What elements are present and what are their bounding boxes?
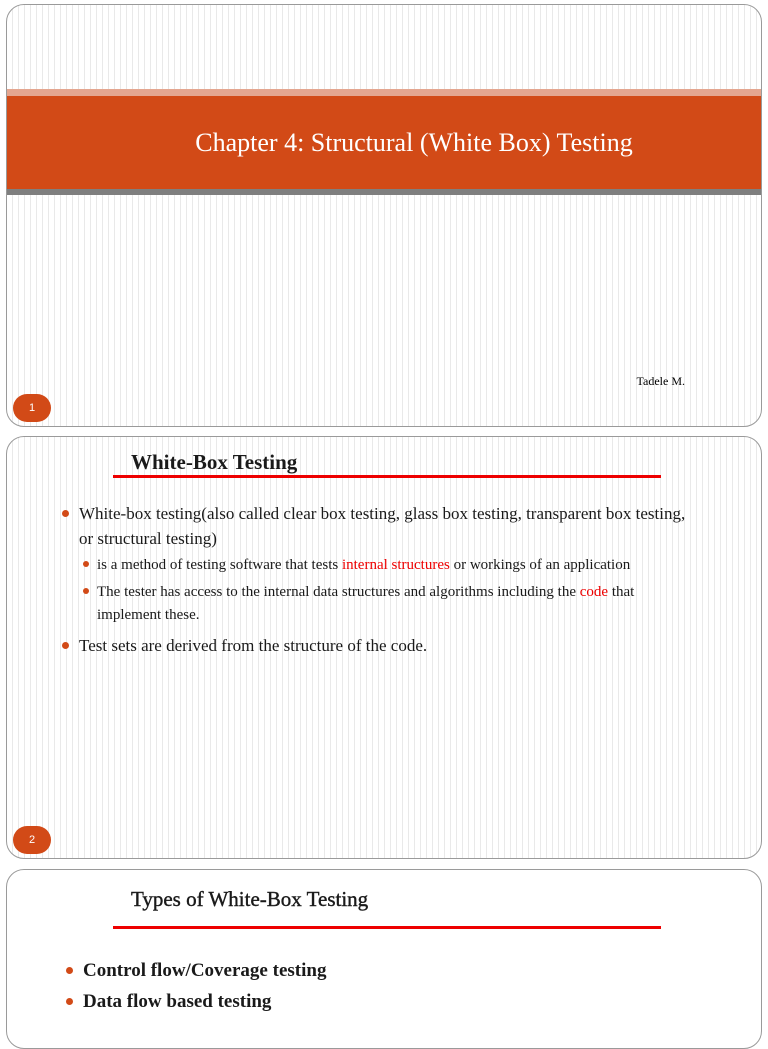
bullet-text: or workings of an application [449, 557, 631, 573]
slide-1 [6, 4, 762, 427]
list-item [59, 554, 701, 577]
bullet-text: White-box testing(also called clear box testing, glass box testing, transparent box testing, or structural testing) [79, 504, 686, 548]
list-item [63, 955, 701, 986]
slide-2 [6, 436, 762, 859]
bullet-text: Control flow/Coverage testing [83, 960, 327, 981]
bullet-list [59, 501, 701, 658]
bullet-text: that implement these. [97, 584, 635, 623]
highlighted-term: internal structures [341, 557, 450, 573]
list-item [63, 986, 701, 1017]
slide-title: Chapter 4: Structural (White Box) Testing [195, 127, 633, 157]
bullet-list [63, 955, 701, 1017]
author-name: Tadele M. [636, 374, 685, 388]
heading-underline [113, 926, 661, 929]
list-item [59, 501, 701, 551]
bullet-icon [66, 998, 73, 1005]
bullet-text: Test sets are derived from the structure of the code. [79, 636, 428, 655]
heading-underline [113, 475, 661, 478]
bullet-text: is a method of testing software that tests [97, 557, 342, 573]
bullet-text: Data flow based testing [83, 991, 272, 1012]
slide-heading: Types of White-Box Testing [131, 887, 369, 911]
bullet-icon [62, 642, 69, 649]
bullet-icon [66, 967, 73, 974]
bullet-icon [83, 561, 89, 567]
slide-heading: White-Box Testing [131, 450, 298, 474]
slide-number-badge: 2 [13, 826, 51, 854]
bullet-text: The tester has access to the internal data structures and algorithms including the [97, 584, 580, 600]
title-band-accent [7, 89, 761, 96]
slide-number-badge: 1 [13, 394, 51, 422]
title-band-divider [7, 189, 761, 195]
bullet-icon [83, 588, 89, 594]
slide-3 [6, 869, 762, 1049]
list-item [59, 581, 701, 627]
highlighted-term: code [579, 584, 609, 600]
list-item [59, 633, 701, 658]
bullet-icon [62, 510, 69, 517]
